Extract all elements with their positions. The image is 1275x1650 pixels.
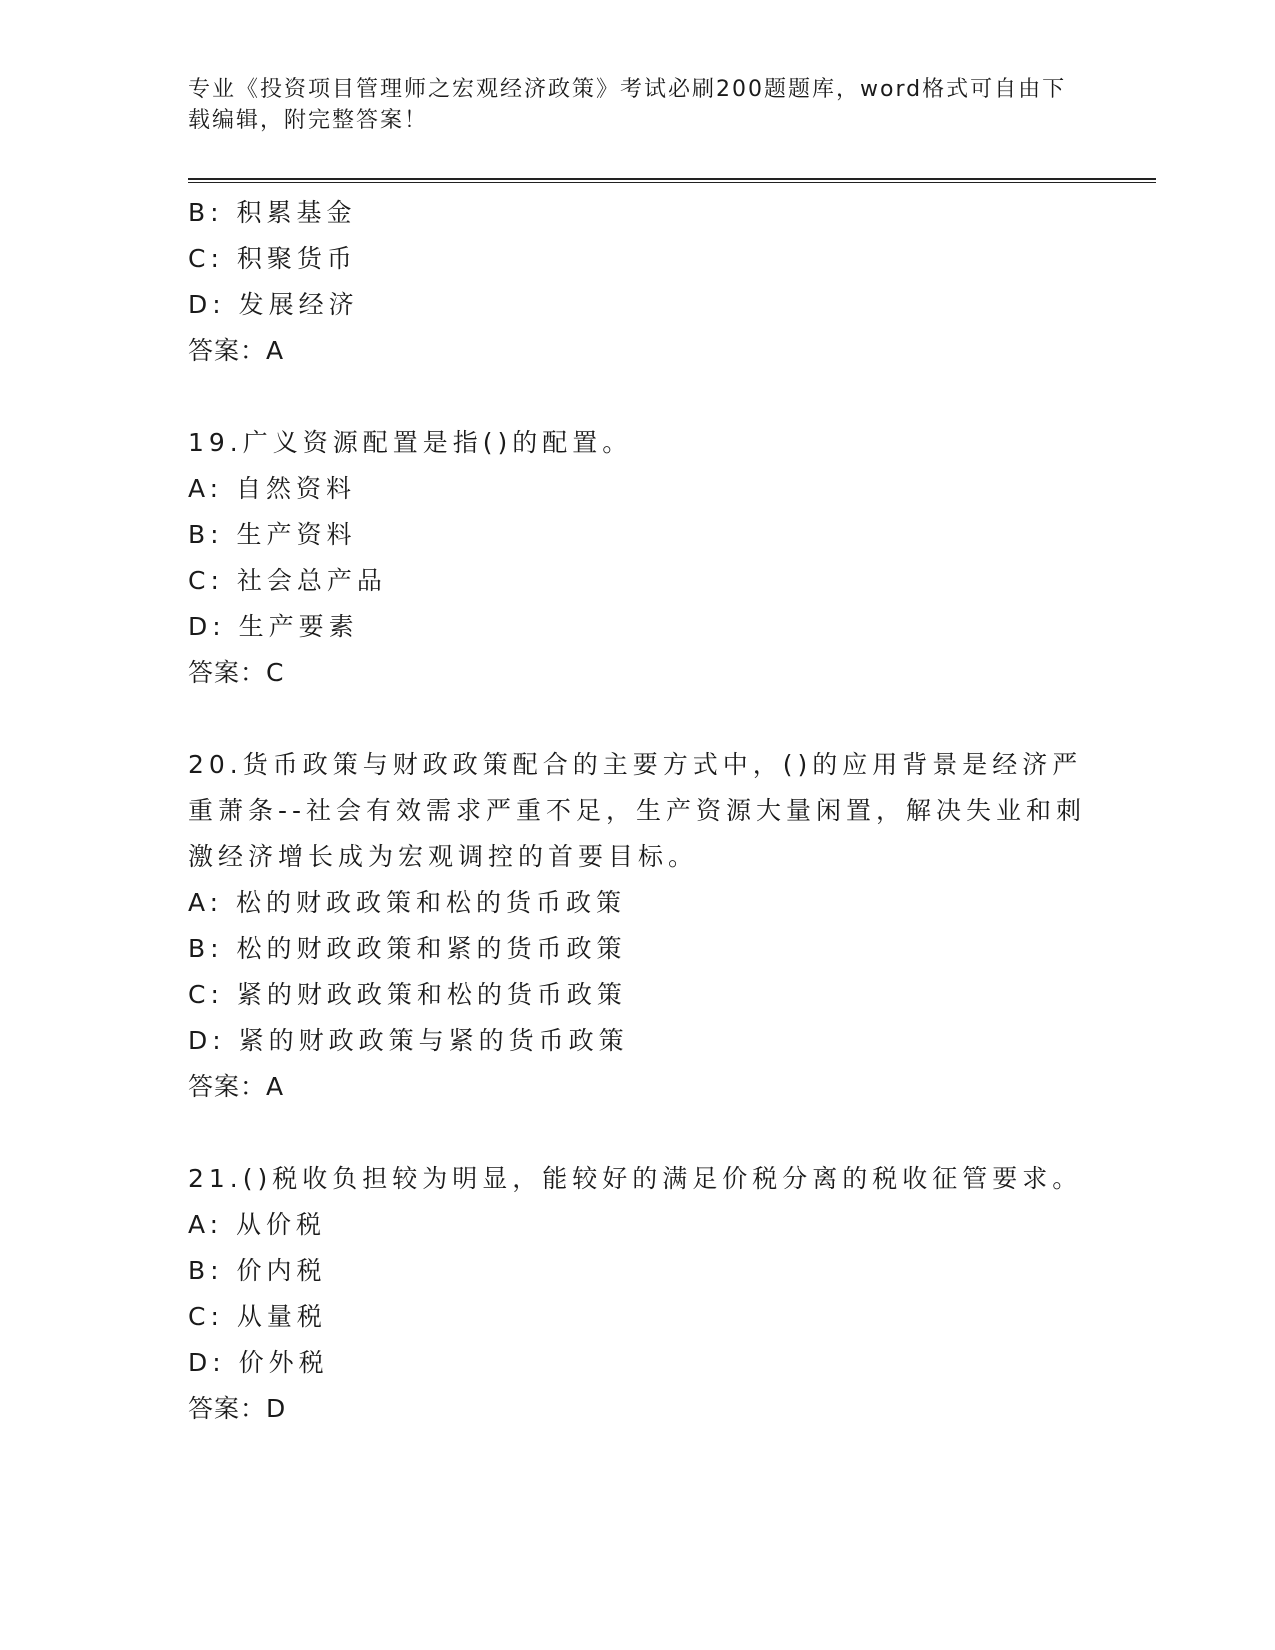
question-text: 20.货币政策与财政政策配合的主要方式中，()的应用背景是经济严重萧条--社会有效需求严重不足，生产资源大量闲置，解决失业和刺激经济增长成为宏观调控的首要目标。	[188, 750, 1087, 871]
option-c: C: 紧的财政政策和松的货币政策	[188, 980, 627, 1009]
option-b: B: 积累基金	[188, 198, 357, 227]
option-c: C: 积聚货币	[188, 244, 357, 273]
option-b: B: 价内税	[188, 1256, 327, 1285]
question-block-19	[188, 420, 1088, 696]
answer-line: 答案：A	[188, 1072, 285, 1101]
question-list	[188, 190, 1088, 1432]
question-block-21	[188, 1156, 1088, 1432]
answer-line: 答案：C	[188, 658, 285, 687]
option-a: A: 从价税	[188, 1210, 327, 1239]
option-c: C: 社会总产品	[188, 566, 387, 595]
option-b: B: 生产资料	[188, 520, 357, 549]
option-d: D: 紧的财政政策与紧的货币政策	[188, 1026, 629, 1055]
option-a: A: 松的财政政策和松的货币政策	[188, 888, 627, 917]
answer-line: 答案：A	[188, 336, 285, 365]
option-d: D: 生产要素	[188, 612, 359, 641]
option-b: B: 松的财政政策和紧的货币政策	[188, 934, 627, 963]
question-block-20	[188, 742, 1088, 1110]
question-block-18	[188, 190, 1088, 374]
question-text: 21.()税收负担较为明显，能较好的满足价税分离的税收征管要求。	[188, 1164, 1083, 1193]
question-text: 19.广义资源配置是指()的配置。	[188, 428, 633, 457]
header-divider	[188, 178, 1156, 183]
answer-line: 答案：D	[188, 1394, 287, 1423]
option-d: D: 发展经济	[188, 290, 359, 319]
option-c: C: 从量税	[188, 1302, 327, 1331]
page-header: 专业《投资项目管理师之宏观经济政策》考试必刷200题题库，word格式可自由下载编辑，附完整答案！	[188, 77, 1067, 133]
option-d: D: 价外税	[188, 1348, 329, 1377]
option-a: A: 自然资料	[188, 474, 357, 503]
